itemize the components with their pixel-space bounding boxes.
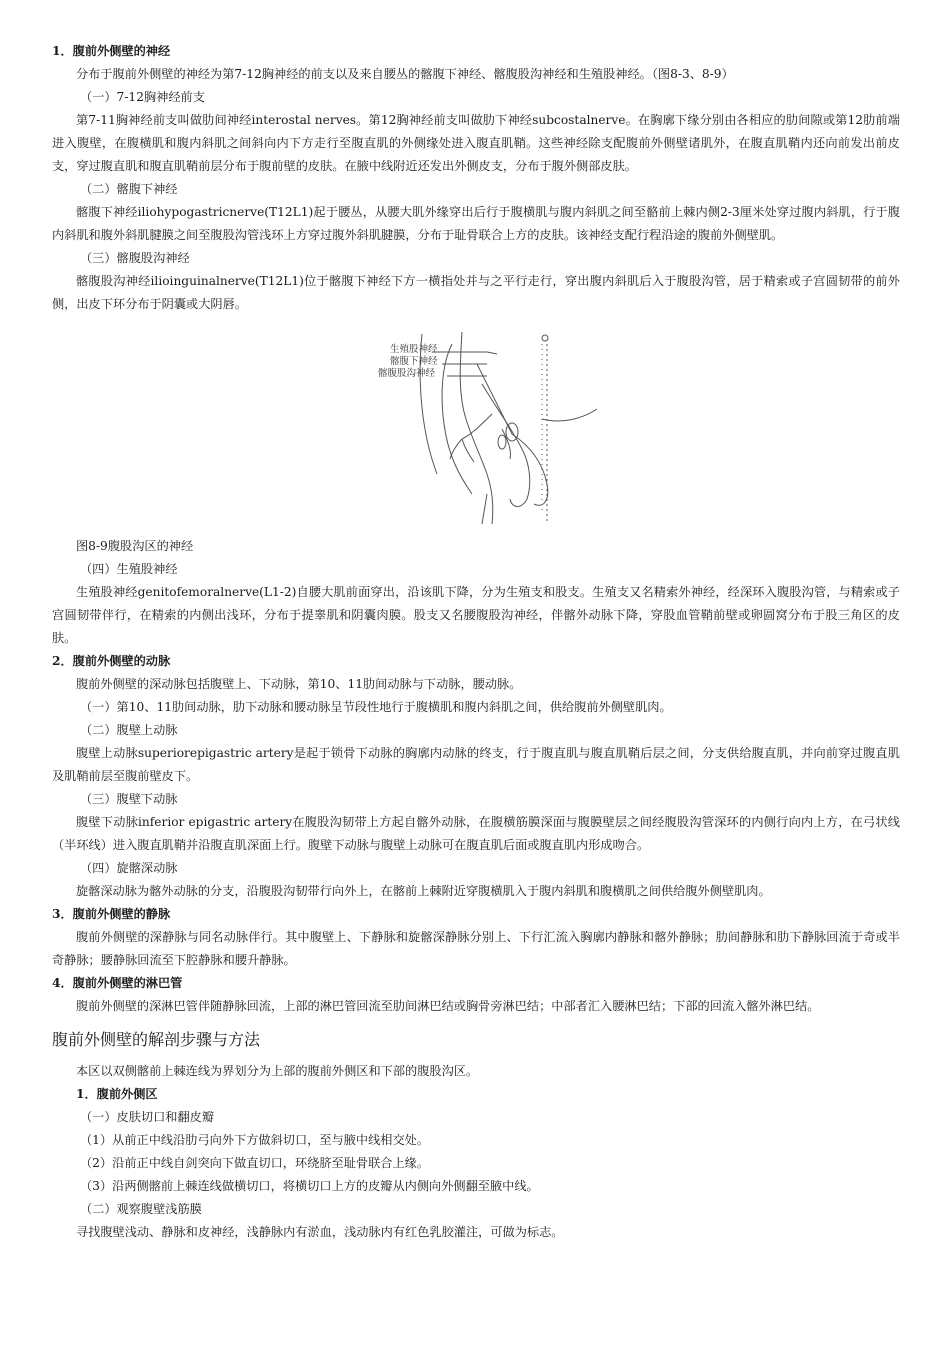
figure-caption: 图8-9腹股沟区的神经: [76, 539, 194, 553]
paragraph-lymphatics: 腹前外侧壁的深淋巴管伴随静脉回流，上部的淋巴管回流至肋间淋巴结或胸骨旁淋巴结；中部者汇入腰淋巴结；下部的回流入髂外淋巴结。: [76, 999, 820, 1013]
heading-veins: 3．腹前外侧壁的静脉: [52, 907, 171, 921]
figure-inguinal-nerves: [362, 324, 602, 529]
paragraph-ilioinguinal: 髂腹股沟神经ilioinguinalnerve(T12L1)位于髂腹下神经下方一横指处并与之平行走行，穿出腹内斜肌后入于腹股沟管，居于精索或子宫圆韧带的前外侧，出皮下环分布于阴囊或大阴唇。: [52, 274, 900, 311]
subheading-skin-incision: （一）皮肤切口和翻皮瓣: [80, 1110, 215, 1124]
paragraph-superficial-fascia: 寻找腹壁浅动、静脉和皮神经，浅静脉内有淤血，浅动脉内有红色乳胶灌注，可做为标志。: [76, 1225, 564, 1239]
subheading-superior-epigastric: （二）腹壁上动脉: [80, 723, 178, 737]
subheading-inferior-epigastric: （三）腹壁下动脉: [80, 792, 178, 806]
heading-arteries: 2．腹前外侧壁的动脉: [52, 654, 171, 668]
step-incision-2: （2）沿前正中线自剑突向下做直切口，环绕脐至耻骨联合上缘。: [80, 1156, 430, 1170]
figure-label-iliohypogastric: 髂腹下神经: [390, 356, 438, 367]
step-incision-1: （1）从前正中线沿肋弓向外下方做斜切口，至与腋中线相交处。: [80, 1133, 430, 1147]
paragraph-arteries-intro: 腹前外侧壁的深动脉包括腹壁上、下动脉，第10、11肋间动脉与下动脉，腰动脉。: [76, 677, 522, 691]
paragraph-veins: 腹前外侧壁的深静脉与同名动脉伴行。其中腹壁上、下静脉和旋髂深静脉分别上、下行汇流入胸廓内静脉和髂外静脉；肋间静脉和肋下静脉回流于奇或半奇静脉；腰静脉回流至下腔静脉和腰升静脉。: [52, 930, 900, 967]
paragraph-superior-epigastric: 腹壁上动脉superiorepigastric artery是起于锁骨下动脉的胸廓内动脉的终支，行于腹直肌与腹直肌鞘后层之间，分支供给腹直肌，并向前穿过腹直肌及肌鞘前层至腹前壁皮下。: [52, 746, 900, 783]
subheading-ilioinguinal: （三）髂腹股沟神经: [80, 251, 190, 265]
heading-nerves: 1．腹前外侧壁的神经: [52, 44, 171, 58]
paragraph-iliohypogastric: 髂腹下神经iliohypogastricnerve(T12L1)起于腰丛，从腰大肌外缘穿出后行于腹横肌与腹内斜肌之间至骼前上棘内侧2-3厘米处穿过腹内斜肌，行于腹内斜肌和腹外斜肌腱膜之间至腹股沟管浅环上方穿过腹外斜肌腱膜，分布于耻骨联合上方的皮肤。该神经支配行程沿途的腹前外侧壁肌。: [52, 205, 900, 242]
subheading-deep-circumflex-iliac: （四）旋髂深动脉: [80, 861, 178, 875]
section-title-dissection: 腹前外侧壁的解剖步骤与方法: [52, 1030, 261, 1049]
paragraph-inferior-epigastric: 腹壁下动脉inferior epigastric artery在腹股沟韧带上方起自髂外动脉，在腹横筋膜深面与腹膜壁层之间经腹股沟管深环的内侧行向内上方，在弓状线（半环线）进入腹直肌鞘并沿腹直肌深面上行。腹壁下动脉与腹壁上动脉可在腹直肌后面或腹直肌内形成吻合。: [52, 815, 900, 852]
subheading-thoracic-nerves: （一）7-12胸神经前支: [80, 90, 205, 104]
step-incision-3: （3）沿两侧髂前上棘连线做横切口，将横切口上方的皮瓣从内侧向外侧翻至腋中线。: [80, 1179, 539, 1193]
subheading-iliohypogastric: （二）髂腹下神经: [80, 182, 178, 196]
figure-label-genitofemoral: 生殖股神经: [390, 344, 438, 355]
paragraph-nerves-intro: 分布于腹前外侧壁的神经为第7-12胸神经的前支以及来自腰丛的髂腹下神经、髂腹股沟神经和生殖股神经。（图8-3、8-9）: [76, 67, 734, 81]
paragraph-deep-circumflex-iliac: 旋髂深动脉为髂外动脉的分支，沿腹股沟韧带行向外上，在髂前上棘附近穿腹横肌入于腹内斜肌和腹横肌之间供给腹外侧壁肌肉。: [76, 884, 771, 898]
heading-lymphatics: 4．腹前外侧壁的淋巴管: [52, 976, 183, 990]
paragraph-dissection-intro: 本区以双侧髂前上棘连线为界划分为上部的腹前外侧区和下部的腹股沟区。: [76, 1064, 479, 1078]
subheading-intercostal-arteries: （一）第10、11肋间动脉，肋下动脉和腰动脉呈节段性地行于腹横肌和腹内斜肌之间，供给腹前外侧壁肌肉。: [80, 700, 672, 714]
figure-label-ilioinguinal: 髂腹股沟神经: [378, 368, 436, 379]
paragraph-genitofemoral: 生殖股神经genitofemoralnerve(L1-2)自腰大肌前面穿出，沿该肌下降，分为生殖支和股支。生殖支又名精索外神经，经深环入腹股沟管，与精索或子宫圆韧带伴行，在精索的内侧出浅环，分布于提睾肌和阴囊肉膜。股支又名腰腹股沟神经，伴髂外动脉下降，穿股血管鞘前壁或卵圆窝分布于股三角区的皮肤。: [52, 585, 900, 645]
subheading-genitofemoral: （四）生殖股神经: [80, 562, 178, 576]
document-page: [52, 40, 900, 1244]
heading-anterolateral-region: 1．腹前外侧区: [76, 1087, 158, 1101]
paragraph-thoracic-nerves: 第7-11胸神经前支叫做肋间神经interostal nerves。第12胸神经前支叫做肋下神经subcostalnerve。在胸廓下缘分别由各相应的肋间隙或第12肋前端进入腹壁，在腹横肌和腹内斜肌之间斜向内下方走行至腹直肌的外侧缘处进入腹直肌鞘。这些神经除支配腹前外侧壁诸肌外，在腹直肌鞘内还向前发出前皮支，穿过腹直肌和腹直肌鞘前层分布于腹前壁的皮肤。在腋中线附近还发出外侧皮支，分布于腹外侧部皮肤。: [52, 113, 900, 173]
subheading-superficial-fascia: （二）观察腹壁浅筋膜: [80, 1202, 202, 1216]
